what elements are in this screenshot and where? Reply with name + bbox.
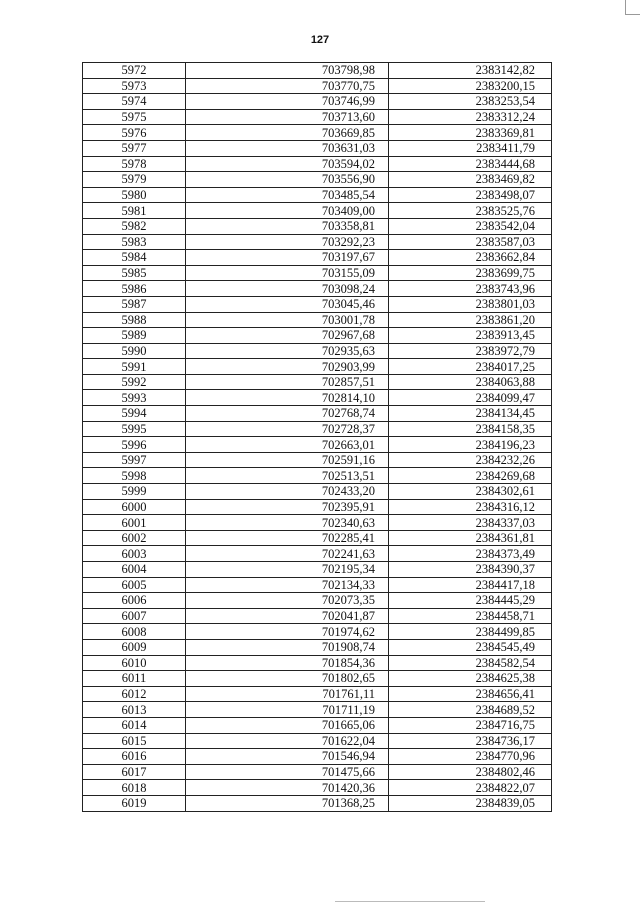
x-coordinate-cell: 702903,99: [186, 359, 389, 375]
coordinates-table-container: [82, 62, 535, 812]
y-coordinate-cell: 2384822,07: [389, 780, 552, 796]
y-coordinate-cell: 2383861,20: [389, 312, 552, 328]
table-row: [83, 374, 552, 390]
table-row: [83, 296, 552, 312]
x-coordinate-cell: 701908,74: [186, 639, 389, 655]
x-coordinate-cell: 702134,33: [186, 577, 389, 593]
point-number-cell: 5980: [83, 187, 186, 203]
point-number-cell: 5981: [83, 203, 186, 219]
x-coordinate-cell: 702935,63: [186, 343, 389, 359]
point-number-cell: 5992: [83, 374, 186, 390]
x-coordinate-cell: 701711,19: [186, 702, 389, 718]
table-row: [83, 390, 552, 406]
y-coordinate-cell: 2384196,23: [389, 437, 552, 453]
point-number-cell: 5999: [83, 484, 186, 500]
y-coordinate-cell: 2384770,96: [389, 749, 552, 765]
table-row: [83, 499, 552, 515]
x-coordinate-cell: 702768,74: [186, 406, 389, 422]
x-coordinate-cell: 703358,81: [186, 218, 389, 234]
x-coordinate-cell: 701420,36: [186, 780, 389, 796]
table-row: [83, 218, 552, 234]
x-coordinate-cell: 702857,51: [186, 374, 389, 390]
point-number-cell: 6019: [83, 795, 186, 811]
y-coordinate-cell: 2383411,79: [389, 140, 552, 156]
point-number-cell: 5993: [83, 390, 186, 406]
x-coordinate-cell: 701368,25: [186, 795, 389, 811]
table-row: [83, 234, 552, 250]
point-number-cell: 6000: [83, 499, 186, 515]
y-coordinate-cell: 2384839,05: [389, 795, 552, 811]
x-coordinate-cell: 703770,75: [186, 78, 389, 94]
table-row: [83, 764, 552, 780]
x-coordinate-cell: 703045,46: [186, 296, 389, 312]
table-row: [83, 281, 552, 297]
point-number-cell: 5984: [83, 250, 186, 266]
point-number-cell: 6001: [83, 515, 186, 531]
y-coordinate-cell: 2384302,61: [389, 484, 552, 500]
table-row: [83, 562, 552, 578]
point-number-cell: 6016: [83, 749, 186, 765]
table-row: [83, 468, 552, 484]
x-coordinate-cell: 702340,63: [186, 515, 389, 531]
y-coordinate-cell: 2384736,17: [389, 733, 552, 749]
table-body: [83, 63, 552, 812]
point-number-cell: 6009: [83, 639, 186, 655]
point-number-cell: 6002: [83, 530, 186, 546]
x-coordinate-cell: 703292,23: [186, 234, 389, 250]
y-coordinate-cell: 2383142,82: [389, 63, 552, 79]
y-coordinate-cell: 2384158,35: [389, 421, 552, 437]
x-coordinate-cell: 701622,04: [186, 733, 389, 749]
y-coordinate-cell: 2384390,37: [389, 562, 552, 578]
table-row: [83, 265, 552, 281]
point-number-cell: 5996: [83, 437, 186, 453]
page-corner-mark: [625, 0, 640, 15]
table-row: [83, 795, 552, 811]
point-number-cell: 5974: [83, 94, 186, 110]
point-number-cell: 5972: [83, 63, 186, 79]
point-number-cell: 5990: [83, 343, 186, 359]
table-row: [83, 780, 552, 796]
x-coordinate-cell: 702073,35: [186, 593, 389, 609]
point-number-cell: 5991: [83, 359, 186, 375]
y-coordinate-cell: 2383525,76: [389, 203, 552, 219]
y-coordinate-cell: 2383699,75: [389, 265, 552, 281]
y-coordinate-cell: 2384316,12: [389, 499, 552, 515]
y-coordinate-cell: 2384545,49: [389, 639, 552, 655]
y-coordinate-cell: 2384361,81: [389, 530, 552, 546]
point-number-cell: 5997: [83, 452, 186, 468]
point-number-cell: 6006: [83, 593, 186, 609]
table-row: [83, 421, 552, 437]
point-number-cell: 6012: [83, 686, 186, 702]
x-coordinate-cell: 701854,36: [186, 655, 389, 671]
table-row: [83, 577, 552, 593]
y-coordinate-cell: 2384373,49: [389, 546, 552, 562]
point-number-cell: 6017: [83, 764, 186, 780]
point-number-cell: 5988: [83, 312, 186, 328]
point-number-cell: 5975: [83, 109, 186, 125]
table-row: [83, 655, 552, 671]
table-row: [83, 437, 552, 453]
y-coordinate-cell: 2383444,68: [389, 156, 552, 172]
point-number-cell: 5977: [83, 140, 186, 156]
table-row: [83, 203, 552, 219]
x-coordinate-cell: 701974,62: [186, 624, 389, 640]
x-coordinate-cell: 701665,06: [186, 717, 389, 733]
y-coordinate-cell: 2384802,46: [389, 764, 552, 780]
y-coordinate-cell: 2384017,25: [389, 359, 552, 375]
x-coordinate-cell: 702663,01: [186, 437, 389, 453]
coordinates-table: [82, 62, 552, 812]
table-row: [83, 733, 552, 749]
table-row: [83, 702, 552, 718]
x-coordinate-cell: 703631,03: [186, 140, 389, 156]
y-coordinate-cell: 2383253,54: [389, 94, 552, 110]
x-coordinate-cell: 701761,11: [186, 686, 389, 702]
y-coordinate-cell: 2384458,71: [389, 608, 552, 624]
point-number-cell: 6010: [83, 655, 186, 671]
point-number-cell: 6014: [83, 717, 186, 733]
y-coordinate-cell: 2383913,45: [389, 328, 552, 344]
point-number-cell: 5985: [83, 265, 186, 281]
x-coordinate-cell: 702395,91: [186, 499, 389, 515]
table-row: [83, 156, 552, 172]
page-number: 127: [310, 34, 330, 46]
table-row: [83, 515, 552, 531]
point-number-cell: 6004: [83, 562, 186, 578]
y-coordinate-cell: 2383369,81: [389, 125, 552, 141]
y-coordinate-cell: 2384269,68: [389, 468, 552, 484]
y-coordinate-cell: 2383972,79: [389, 343, 552, 359]
y-coordinate-cell: 2384099,47: [389, 390, 552, 406]
y-coordinate-cell: 2384582,54: [389, 655, 552, 671]
y-coordinate-cell: 2383542,04: [389, 218, 552, 234]
x-coordinate-cell: 703798,98: [186, 63, 389, 79]
x-coordinate-cell: 703409,00: [186, 203, 389, 219]
y-coordinate-cell: 2384337,03: [389, 515, 552, 531]
point-number-cell: 6005: [83, 577, 186, 593]
footer-line: [335, 901, 485, 902]
point-number-cell: 6003: [83, 546, 186, 562]
table-row: [83, 671, 552, 687]
table-row: [83, 125, 552, 141]
table-row: [83, 593, 552, 609]
y-coordinate-cell: 2384499,85: [389, 624, 552, 640]
y-coordinate-cell: 2384656,41: [389, 686, 552, 702]
x-coordinate-cell: 702814,10: [186, 390, 389, 406]
x-coordinate-cell: 702433,20: [186, 484, 389, 500]
y-coordinate-cell: 2384417,18: [389, 577, 552, 593]
table-row: [83, 140, 552, 156]
y-coordinate-cell: 2384689,52: [389, 702, 552, 718]
point-number-cell: 5994: [83, 406, 186, 422]
x-coordinate-cell: 703746,99: [186, 94, 389, 110]
table-row: [83, 328, 552, 344]
x-coordinate-cell: 703556,90: [186, 172, 389, 188]
x-coordinate-cell: 703485,54: [186, 187, 389, 203]
table-row: [83, 530, 552, 546]
table-row: [83, 172, 552, 188]
table-row: [83, 94, 552, 110]
table-row: [83, 686, 552, 702]
x-coordinate-cell: 703001,78: [186, 312, 389, 328]
y-coordinate-cell: 2383587,03: [389, 234, 552, 250]
x-coordinate-cell: 703155,09: [186, 265, 389, 281]
y-coordinate-cell: 2384232,26: [389, 452, 552, 468]
x-coordinate-cell: 702195,34: [186, 562, 389, 578]
y-coordinate-cell: 2383498,07: [389, 187, 552, 203]
y-coordinate-cell: 2383662,84: [389, 250, 552, 266]
y-coordinate-cell: 2383469,82: [389, 172, 552, 188]
point-number-cell: 5986: [83, 281, 186, 297]
table-row: [83, 63, 552, 79]
x-coordinate-cell: 702591,16: [186, 452, 389, 468]
x-coordinate-cell: 702513,51: [186, 468, 389, 484]
x-coordinate-cell: 703594,02: [186, 156, 389, 172]
point-number-cell: 6013: [83, 702, 186, 718]
y-coordinate-cell: 2383200,15: [389, 78, 552, 94]
table-row: [83, 639, 552, 655]
table-row: [83, 717, 552, 733]
point-number-cell: 5983: [83, 234, 186, 250]
point-number-cell: 5978: [83, 156, 186, 172]
table-row: [83, 546, 552, 562]
table-row: [83, 484, 552, 500]
table-row: [83, 250, 552, 266]
x-coordinate-cell: 702728,37: [186, 421, 389, 437]
x-coordinate-cell: 702041,87: [186, 608, 389, 624]
point-number-cell: 6008: [83, 624, 186, 640]
point-number-cell: 5973: [83, 78, 186, 94]
point-number-cell: 5995: [83, 421, 186, 437]
point-number-cell: 6018: [83, 780, 186, 796]
table-row: [83, 78, 552, 94]
y-coordinate-cell: 2384445,29: [389, 593, 552, 609]
table-row: [83, 452, 552, 468]
y-coordinate-cell: 2384134,45: [389, 406, 552, 422]
table-row: [83, 608, 552, 624]
y-coordinate-cell: 2384716,75: [389, 717, 552, 733]
table-row: [83, 343, 552, 359]
y-coordinate-cell: 2383801,03: [389, 296, 552, 312]
y-coordinate-cell: 2384063,88: [389, 374, 552, 390]
point-number-cell: 5987: [83, 296, 186, 312]
x-coordinate-cell: 703669,85: [186, 125, 389, 141]
table-row: [83, 359, 552, 375]
point-number-cell: 6007: [83, 608, 186, 624]
y-coordinate-cell: 2383312,24: [389, 109, 552, 125]
table-row: [83, 312, 552, 328]
x-coordinate-cell: 701546,94: [186, 749, 389, 765]
x-coordinate-cell: 701802,65: [186, 671, 389, 687]
point-number-cell: 5982: [83, 218, 186, 234]
y-coordinate-cell: 2384625,38: [389, 671, 552, 687]
point-number-cell: 5979: [83, 172, 186, 188]
table-row: [83, 749, 552, 765]
x-coordinate-cell: 703197,67: [186, 250, 389, 266]
table-row: [83, 406, 552, 422]
table-row: [83, 624, 552, 640]
point-number-cell: 5998: [83, 468, 186, 484]
y-coordinate-cell: 2383743,96: [389, 281, 552, 297]
x-coordinate-cell: 702967,68: [186, 328, 389, 344]
table-row: [83, 187, 552, 203]
x-coordinate-cell: 703713,60: [186, 109, 389, 125]
point-number-cell: 6015: [83, 733, 186, 749]
point-number-cell: 5976: [83, 125, 186, 141]
x-coordinate-cell: 702241,63: [186, 546, 389, 562]
x-coordinate-cell: 701475,66: [186, 764, 389, 780]
point-number-cell: 5989: [83, 328, 186, 344]
point-number-cell: 6011: [83, 671, 186, 687]
table-row: [83, 109, 552, 125]
x-coordinate-cell: 703098,24: [186, 281, 389, 297]
x-coordinate-cell: 702285,41: [186, 530, 389, 546]
